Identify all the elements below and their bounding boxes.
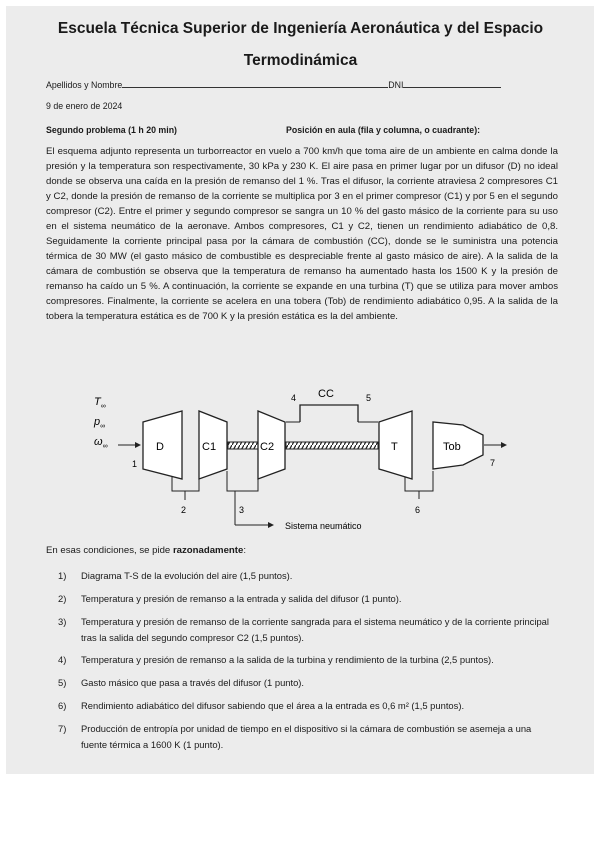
question-number: 7) xyxy=(58,723,67,734)
problem-label: Segundo problema (1 h 20 min) xyxy=(46,125,177,135)
outlet-arrowhead xyxy=(501,442,507,448)
position-label: Posición en aula (fila y columna, o cuadrante): xyxy=(286,125,481,135)
combustion-chamber-label: CC xyxy=(318,388,334,400)
station-6: 6 xyxy=(415,505,421,515)
station-4: 4 xyxy=(291,393,297,403)
ambient-pressure-label: $p_\infty$ xyxy=(94,416,106,430)
turbine-label: T xyxy=(391,441,398,453)
turbojet-diagram xyxy=(0,375,601,535)
shaft-c2-turbine xyxy=(286,442,378,449)
diffuser-label: D xyxy=(156,441,164,453)
dni-label: DNI xyxy=(388,80,404,90)
station-1: 1 xyxy=(132,459,138,469)
bleed-arrowhead xyxy=(268,522,274,528)
question-text: Temperatura y presión de remanso a la entrada y salida del difusor (1 punto). xyxy=(81,593,402,604)
compressor-C1-label: C1 xyxy=(202,441,217,453)
problem-statement: El esquema adjunto representa un turborreactor en vuelo a 700 km/h que toma aire de un ambiente en calma donde la presión y la temperatura son respectivamente, 30 kPa y 230 K. El aire pasa en primer lugar por un difusor (D) no ideal donde se observa una caída en la presión de remanso del 1 %. Tras el difusor, la corriente atraviesa 2 compresores C1 y C2, donde la presión de remanso de la corriente se multiplica por 3 en el primer compresor (C1) y por 5 en el segundo compresor (C2). Entre el primer y segundo compresor se sangra un 10 % del gasto másico de la corriente para su uso en el sistema neumático de la aeronave. Ambos compresores, C1 y C2, tienen un rendimiento adiabático de 0,8. Seguidamente la corriente principal pasa por la cámara de combustión (CC), donde se le suministra una potencia térmica de 30 MW (el gasto másico de combustible es despreciable frente al gasto másico de aire). A la salida de la cámara de combustión se observa que la temperatura de remanso ha aumentado hasta los 1500 K y la presión de remanso ha caído un 5 %. A continuación, la corriente se expande en una turbina (T) que se utiliza para mover ambos compresores. Finalmente, la corriente se acelera en una tobera (Tob) de rendimiento adiabático 0,95. A la salida de la tobera la temperatura estática es de 700 K y la presión estática es la del ambiente. xyxy=(46,146,558,322)
name-blank[interactable] xyxy=(122,79,388,88)
question-text: Diagrama T-S de la evolución del aire (1,5 puntos). xyxy=(81,570,293,581)
dni-blank[interactable] xyxy=(403,79,501,88)
exam-date: 9 de enero de 2024 xyxy=(46,101,123,111)
shaft-c1-c2 xyxy=(228,442,258,449)
ambient-velocity-label: $\omega_\infty$ xyxy=(94,436,108,450)
question-text: Producción de entropía por unidad de tiempo en el dispositivo si la cámara de combustión se asemeja a una fuente térmica a 1600 K (1 punto). xyxy=(81,723,532,750)
question-number: 4) xyxy=(58,654,67,665)
nozzle-label: Tob xyxy=(443,441,461,453)
name-label: Apellidos y Nombre xyxy=(46,80,123,90)
inlet-arrowhead xyxy=(135,442,141,448)
question-number: 1) xyxy=(58,570,67,581)
station-2: 2 xyxy=(181,505,187,515)
conditions-colon: : xyxy=(243,545,246,556)
pneumatic-system-label: Sistema neumático xyxy=(285,521,362,531)
station-3: 3 xyxy=(239,505,245,515)
question-number: 6) xyxy=(58,700,67,711)
question-number: 2) xyxy=(58,593,67,604)
question-number: 3) xyxy=(58,616,67,627)
conditions-intro: En esas condiciones, se pide xyxy=(46,545,173,556)
question-number: 5) xyxy=(58,677,67,688)
combustion-chamber xyxy=(300,405,358,422)
ambient-temperature-label: $T_\infty$ xyxy=(94,396,106,410)
question-text: Gasto másico que pasa a través del difusor (1 punto). xyxy=(81,677,305,688)
question-text: Temperatura y presión de remanso de la corriente sangrada para el sistema neumático y de la corriente principal tras la salida del segundo compresor C2 (1,5 puntos). xyxy=(81,616,549,643)
connector-D-C1 xyxy=(172,477,199,491)
station-7: 7 xyxy=(490,458,496,468)
question-text: Rendimiento adiabático del difusor sabiendo que el área a la entrada es 0,6 m² (1,5 puntos). xyxy=(81,700,465,711)
name-field xyxy=(46,79,501,90)
compressor-C2-label: C2 xyxy=(260,441,275,453)
conditions-bold: razonadamente xyxy=(172,545,244,556)
subject-title: Termodinámica xyxy=(243,52,358,69)
school-title: Escuela Técnica Superior de Ingeniería Aeronáutica y del Espacio xyxy=(57,20,544,37)
connector-C1-C2 xyxy=(227,471,258,491)
conditions-line xyxy=(46,545,246,556)
station-5: 5 xyxy=(366,393,372,403)
question-text: Temperatura y presión de remanso a la salida de la turbina y rendimiento de la turbina (2,5 puntos). xyxy=(81,654,494,665)
